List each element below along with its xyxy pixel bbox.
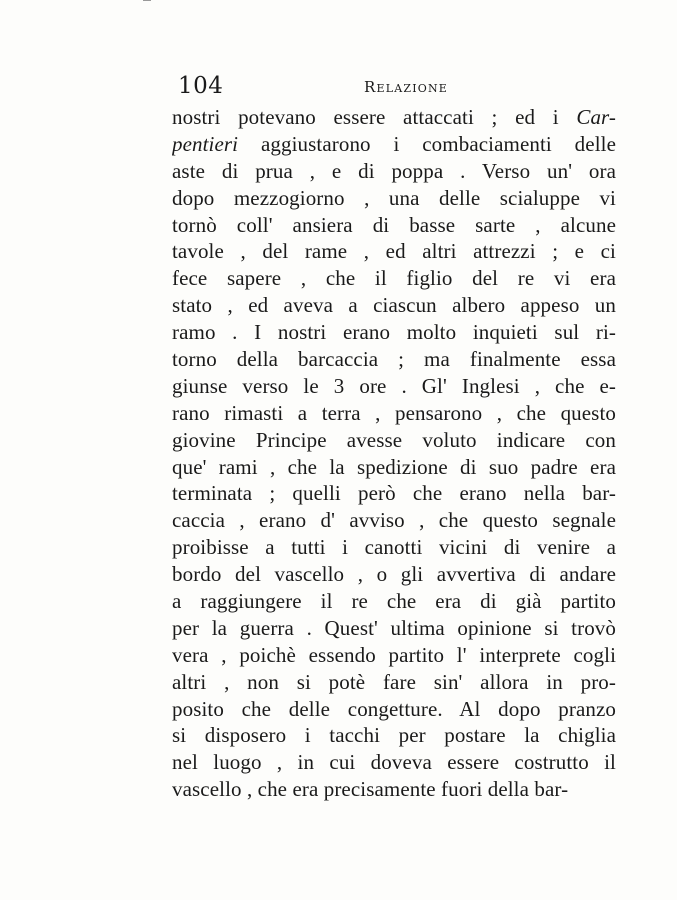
- running-head: Relazione: [364, 78, 449, 96]
- line-text: altri , non si potè fare sin' allora in pro-: [172, 669, 616, 694]
- text-line: [172, 427, 616, 454]
- line-text: a raggiungere il re che era di già partito: [172, 589, 616, 614]
- line-text: fece sapere , che il figlio del re vi era: [172, 266, 616, 291]
- text-line: [172, 696, 616, 723]
- text-line: [172, 238, 616, 265]
- text-line: [172, 561, 616, 588]
- text-line: [172, 131, 616, 158]
- line-text: torno della barcaccia ; ma finalmente essa: [172, 347, 616, 372]
- line-text: per la guerra . Quest' ultima opinione si trovò: [172, 615, 616, 640]
- text-line: [172, 615, 616, 642]
- line-text: que' rami , che la spedizione di suo padre era: [172, 454, 616, 479]
- line-text: posito che delle congetture. Al dopo pranzo: [172, 696, 616, 721]
- line-text: rano rimasti a terra , pensarono , che questo: [172, 400, 616, 425]
- text-line: [172, 480, 616, 507]
- text-line: [172, 346, 616, 373]
- text-line: [172, 185, 616, 212]
- text-line: [172, 507, 616, 534]
- line-text: proibisse a tutti i canotti vicini di venire a: [172, 535, 616, 560]
- line-text: aste di prua , e di poppa . Verso un' ora: [172, 158, 616, 183]
- text-line: [172, 642, 616, 669]
- line-text: nostri potevano essere attaccati ; ed i: [172, 105, 577, 129]
- italic-word: Car-: [576, 105, 616, 129]
- text-line: [172, 749, 616, 776]
- line-text: si disposero i tacchi per postare la chiglia: [172, 723, 616, 748]
- text-line: [172, 669, 616, 696]
- line-text: caccia , erano d' avviso , che questo segnale: [172, 508, 616, 533]
- line-text: bordo del vascello , o gli avvertiva di andare: [172, 562, 616, 587]
- text-line: [172, 104, 616, 131]
- italic-word: pentieri: [172, 131, 239, 156]
- text-line: [172, 534, 616, 561]
- page-edge-mark: [143, 0, 151, 5]
- text-line: [172, 454, 616, 481]
- line-text: vera , poichè essendo partito l' interprete cogli: [172, 642, 616, 667]
- line-text-continued: aggiustarono i combaciamenti delle: [238, 131, 616, 156]
- text-line: [172, 776, 616, 803]
- page-number: 104: [178, 73, 224, 99]
- line-text: dopo mezzogiorno , una delle scialuppe vi: [172, 185, 616, 210]
- text-line: [172, 373, 616, 400]
- text-line: [172, 319, 616, 346]
- text-line: [172, 212, 616, 239]
- text-line: [172, 158, 616, 185]
- line-text: terminata ; quelli però che erano nella bar-: [172, 481, 616, 506]
- line-text: nel luogo , in cui doveva essere costrutto il: [172, 750, 616, 775]
- line-text: tavole , del rame , ed altri attrezzi ; e ci: [172, 239, 616, 264]
- text-line: [172, 292, 616, 319]
- text-line: [172, 722, 616, 749]
- line-text: giovine Principe avesse voluto indicare con: [172, 427, 616, 452]
- line-text: stato , ed aveva a ciascun albero appeso un: [172, 293, 616, 318]
- line-text: vascello , che era precisamente fuori della bar-: [172, 777, 569, 802]
- body-text: [172, 104, 616, 803]
- text-line: [172, 588, 616, 615]
- line-text: ramo . I nostri erano molto inquieti sul ri-: [172, 320, 616, 345]
- line-text: tornò coll' ansiera di basse sarte , alcune: [172, 212, 616, 237]
- page-header: [178, 74, 598, 98]
- text-line: [172, 265, 616, 292]
- text-line: [172, 400, 616, 427]
- line-text: giunse verso le 3 ore . Gl' Inglesi , che e-: [172, 373, 616, 398]
